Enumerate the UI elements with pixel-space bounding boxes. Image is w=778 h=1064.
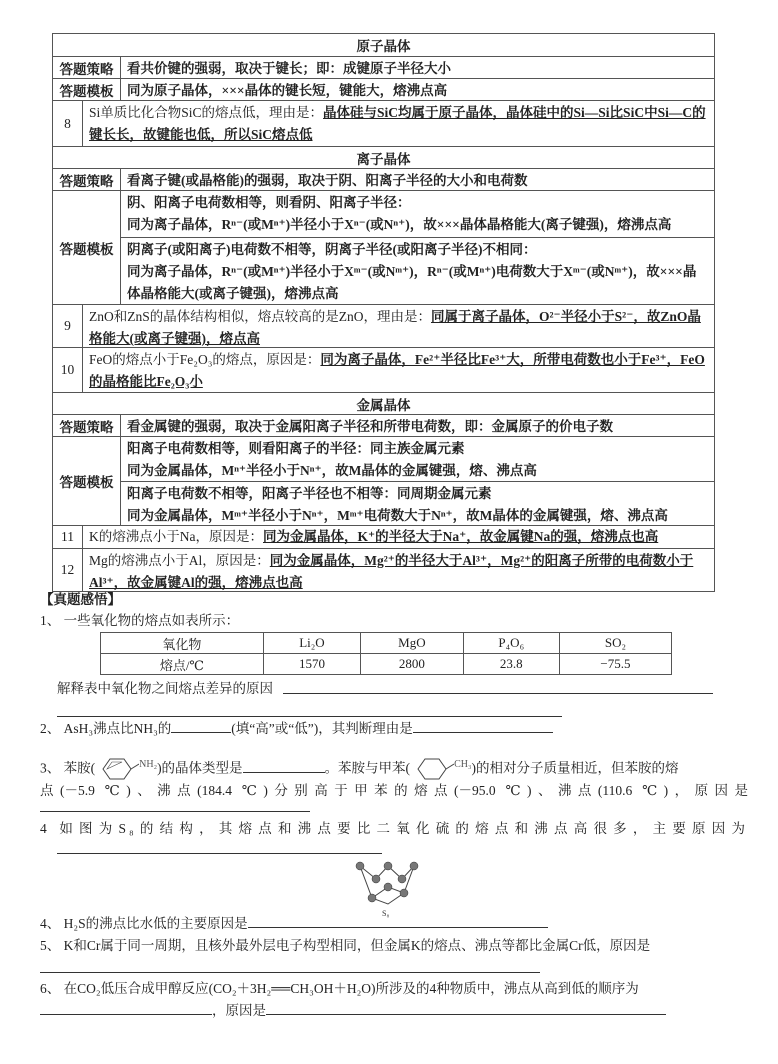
question-number: 12 <box>53 549 83 591</box>
template-text: 同为原子晶体，×××晶体的键长短，键能大，熔沸点高 <box>127 83 448 98</box>
template-text: 阳离子电荷数相等，则看阳离子的半径：同主族金属元素 <box>127 441 465 456</box>
table-cell: 2800 <box>361 654 464 675</box>
table-cell: P₄O₆ <box>463 633 559 654</box>
question-number: 11 <box>53 526 83 548</box>
question-3: 3、 苯胺( <box>40 760 96 776</box>
strategy-text: 看共价键的强弱，取决于键长；即：成键原子半径大小 <box>127 61 451 76</box>
section-title: 原子晶体 <box>356 39 411 54</box>
question-3-text: 点(－5.9 ℃)、沸点(184.4 ℃)分别高于甲苯的熔点(－95.0 ℃)、沸点(110.6 ℃)，原因是 <box>40 783 748 798</box>
section-heading: 【真题感悟】 <box>40 592 121 607</box>
template-text: 同为金属晶体，Mⁿ⁺半径小于Nⁿ⁺，故M晶体的金属键强，熔、沸点高 <box>127 463 537 478</box>
question-number: 10 <box>53 348 83 392</box>
strategy-text: 看金属键的强弱，取决于金属阳离子半径和所带电荷数，即：金属原子的价电子数 <box>127 419 613 434</box>
row-label: 答题策略 <box>53 169 121 190</box>
template-text: 阳离子电荷数不相等，阳离子半径也不相等：同周期金属元素 <box>127 486 492 501</box>
answer-text: 同为金属晶体，Mg²⁺的半径大于Al³⁺，Mg²⁺的阳离子所带的电荷数小于Al³⁺，故金属键Al的强，熔沸点也高 <box>89 553 694 590</box>
answer-blank[interactable] <box>413 719 553 733</box>
row-label: 答题策略 <box>53 57 121 78</box>
table-row <box>101 654 672 675</box>
question-3-text: 。苯胺与甲苯( <box>324 760 411 776</box>
row-label: 答题模板 <box>53 79 121 100</box>
table-cell: 23.8 <box>463 654 559 675</box>
question-text: FeO的熔点小于Fe₂O₃的熔点，原因是： <box>89 352 321 367</box>
s8-label: S₈ <box>382 909 390 918</box>
question-number: 9 <box>53 305 83 347</box>
nh2-label: NH₂ <box>139 759 158 770</box>
row-label: 答题策略 <box>53 415 121 436</box>
template-text: 同为离子晶体，Rⁿ⁻(或Mⁿ⁺)半径小于Xᵐ⁻(或Nᵐ⁺)，Rⁿ⁻(或Mⁿ⁺)电荷数大于Xᵐ⁻(或Nᵐ⁺)，故×××晶体晶格能大(或离子键强)，熔沸点高 <box>127 264 697 301</box>
question-2: 2、 AsH₃沸点比NH₃的 <box>40 721 172 736</box>
answer-blank[interactable] <box>171 719 231 733</box>
section-title: 金属晶体 <box>356 397 411 413</box>
question-4: 4 如图为S₈的结构，其熔点和沸点要比二氧化硫的熔点和沸点高很多，主要原因为 <box>40 821 748 836</box>
question-11 <box>53 525 714 548</box>
row-label: 答题模板 <box>53 191 121 304</box>
question-5: 5、 K和Cr属于同一周期，且核外最外层电子构型相同，但金属K的熔点、沸点等都比金属Cr低，原因是 <box>40 938 651 953</box>
answer-blank[interactable] <box>40 811 310 812</box>
table-cell: MgO <box>361 633 464 654</box>
benzene-ring-icon <box>95 756 139 782</box>
answer-blank[interactable] <box>57 853 382 854</box>
answer-blank[interactable] <box>283 693 713 694</box>
answer-blank[interactable] <box>248 914 548 928</box>
table-cell: 1570 <box>263 654 360 675</box>
answer-blank[interactable] <box>57 716 562 717</box>
strategy-text: 看离子键(或晶格能)的强弱，取决于阴、阳离子半径的大小和电荷数 <box>127 173 528 188</box>
benzene-ring-icon <box>410 756 454 782</box>
row-label: 答题模板 <box>53 437 121 525</box>
question-10 <box>53 347 714 392</box>
question-text: Si单质比化合物SiC的熔点低，理由是： <box>89 105 324 120</box>
table-cell: 熔点/℃ <box>101 654 264 675</box>
question-text: Mg的熔沸点小于Al，原因是： <box>89 553 270 568</box>
answer-blank[interactable] <box>40 972 540 973</box>
question-4b: 4、 H₂S的沸点比水低的主要原因是 <box>40 916 248 931</box>
answer-text: 同属于离子晶体，O²⁻半径小于S²⁻，故ZnO晶格能大(或离子键强)，熔点高 <box>89 309 701 346</box>
question-6: 6、 在CO₂低压合成甲醇反应(CO₂＋3H₂══CH₃OH＋H₂O)所涉及的4种物质中，沸点从高到低的顺序为 <box>40 981 639 996</box>
ch3-label: CH₃ <box>454 759 472 770</box>
answer-blank[interactable] <box>243 759 325 773</box>
table-cell: 氧化物 <box>101 633 264 654</box>
question-3-text: )的晶体类型是 <box>157 760 243 776</box>
template-text: 同为离子晶体，Rⁿ⁻(或Mⁿ⁺)半径小于Xⁿ⁻(或Nⁿ⁺)，故×××晶体晶格能大(离子键强)，熔沸点高 <box>127 217 672 232</box>
template-text: 阴、阳离子电荷数相等，则看阴、阳离子半径： <box>127 195 411 210</box>
section-title: 离子晶体 <box>356 151 411 167</box>
question-1-ask: 解释表中氧化物之间熔点差异的原因 <box>57 681 273 696</box>
question-1: 1、 一些氧化物的熔点如表所示： <box>40 613 240 628</box>
question-text: ZnO和ZnS的晶体结构相似，熔点较高的是ZnO，理由是： <box>89 309 431 324</box>
table-cell: −75.5 <box>559 654 671 675</box>
section-atomic <box>53 34 714 56</box>
question-number: 8 <box>53 101 83 146</box>
answer-blank[interactable] <box>266 1001 666 1015</box>
question-6-text: ，原因是 <box>212 1003 266 1018</box>
question-text: K的熔沸点小于Na，原因是： <box>89 529 263 544</box>
oxide-table <box>100 632 672 675</box>
answer-text: 同为离子晶体，Fe²⁺半径比Fe³⁺大，所带电荷数也小于Fe³⁺，FeO的晶格能比Fe₂O₃小 <box>89 352 705 389</box>
table-row <box>101 633 672 654</box>
question-12 <box>53 548 714 591</box>
table-cell: SO₂ <box>559 633 671 654</box>
question-3-text: )的相对分子质量相近，但苯胺的熔 <box>471 760 679 776</box>
answer-text: 同为金属晶体，K⁺的半径大于Na⁺，故金属键Na的强，熔沸点也高 <box>263 529 659 544</box>
question-8 <box>53 100 714 146</box>
answer-text: 晶体硅与SiC均属于原子晶体，晶体硅中的Si—Si比SiC中Si—C的键长长，故键能也低，所以SiC熔点低 <box>89 105 706 142</box>
summary-table <box>52 33 715 592</box>
template-text: 阴离子(或阳离子)电荷数不相等，阴离子半径(或阳离子半径)不相同： <box>127 242 537 257</box>
question-9 <box>53 304 714 347</box>
template-text: 同为金属晶体，Mᵐ⁺半径小于Nⁿ⁺，Mᵐ⁺电荷数大于Nⁿ⁺，故M晶体的金属键强，熔、沸点高 <box>127 508 668 523</box>
answer-blank[interactable] <box>40 1001 212 1015</box>
s8-structure-figure <box>340 858 430 918</box>
table-cell: Li₂O <box>263 633 360 654</box>
question-2-text: (填“高”或“低”)，其判断理由是 <box>231 721 413 736</box>
